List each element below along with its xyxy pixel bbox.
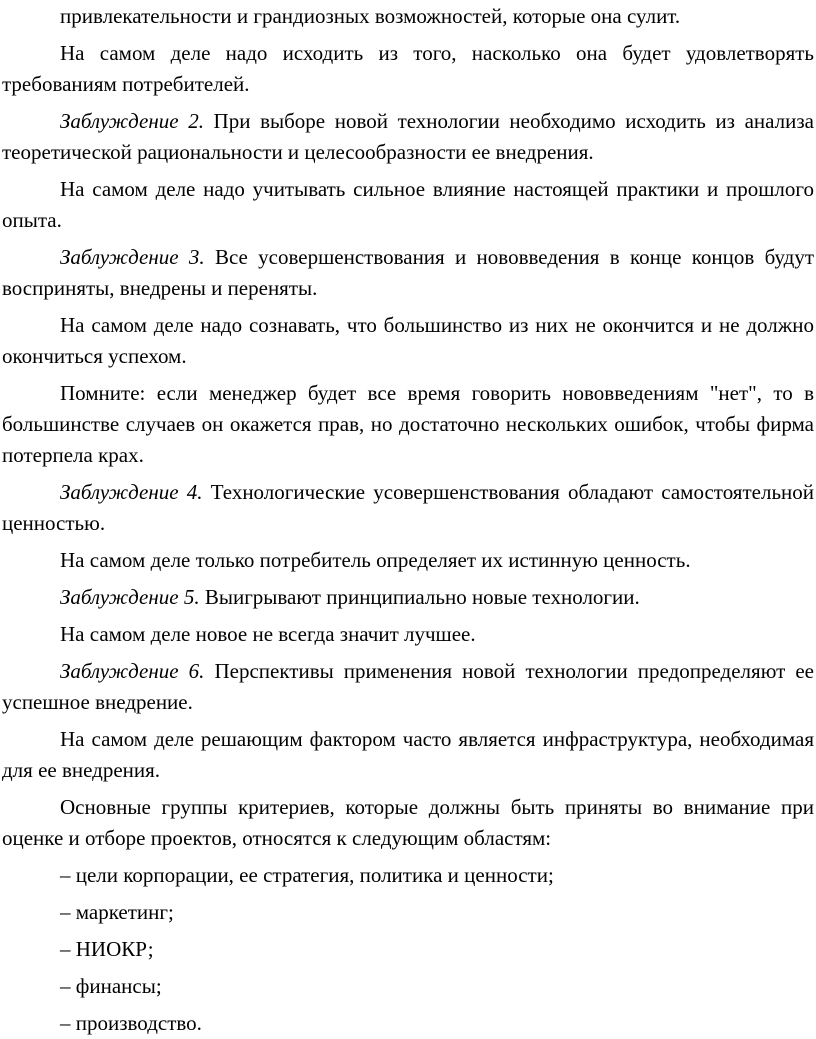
paragraph-misconception-3 — [2, 242, 814, 304]
paragraph-text: Основные группы критериев, которые должны быть приняты во внимание при оценке и отборе проектов, относятся к следующим областям: — [2, 795, 814, 850]
paragraph-text: привлекательности и грандиозных возможностей, которые она сулит. — [60, 4, 681, 28]
list-item: – финансы; — [60, 974, 162, 998]
paragraph-2 — [2, 38, 814, 100]
misconception-label: Заблуждение 5. — [60, 585, 200, 609]
paragraph-misconception-6 — [2, 656, 814, 718]
paragraph-4 — [2, 174, 814, 236]
misconception-label: Заблуждение 3. — [60, 245, 205, 269]
paragraph-text: На самом деле надо учитывать сильное влияние настоящей практики и прошлого опыта. — [2, 177, 814, 232]
paragraph-13 — [2, 724, 814, 786]
paragraph-text: На самом деле новое не всегда значит лучшее. — [60, 622, 476, 646]
paragraph-1 — [2, 0, 814, 32]
paragraph-14 — [2, 792, 814, 854]
paragraph-text: Все усовершенствования и нововведения в конце концов будут восприняты, внедрены и переняты. — [2, 245, 814, 300]
paragraph-text: На самом деле решающим фактором часто является инфраструктура, необходимая для ее внедрения. — [2, 727, 814, 782]
paragraph-text: Помните: если менеджер будет все время говорить нововведениям "нет", то в большинстве случаев он окажется прав, но достаточно нескольких ошибок, чтобы фирма потерпела крах. — [2, 381, 814, 467]
misconception-label: Заблуждение 4. — [60, 480, 203, 504]
paragraph-text: На самом деле только потребитель определяет их истинную ценность. — [60, 548, 691, 572]
paragraph-7 — [2, 378, 814, 471]
paragraph-text: На самом деле надо исходить из того, насколько она будет удовлетворять требованиям потребителей. — [2, 41, 814, 96]
list-item: – НИОКР; — [60, 937, 154, 961]
misconception-label: Заблуждение 6. — [60, 659, 205, 683]
list-item: – маркетинг; — [60, 900, 174, 924]
paragraph-9 — [2, 545, 814, 576]
paragraph-misconception-4 — [2, 477, 814, 539]
paragraph-text: Перспективы применения новой технологии предопределяют ее успешное внедрение. — [2, 659, 815, 714]
paragraph-11 — [2, 619, 814, 650]
list-item: – производство. — [60, 1011, 202, 1035]
paragraph-6 — [2, 310, 814, 372]
list-item: – цели корпорации, ее стратегия, политика и ценности; — [60, 863, 554, 887]
misconception-label: Заблуждение 2. — [60, 109, 204, 133]
paragraph-text: При выборе новой технологии необходимо исходить из анализа теоретической рациональности и целесообразности ее внедрения. — [2, 109, 814, 164]
paragraph-text: На самом деле надо сознавать, что большинство из них не окончится и не должно окончиться успехом. — [2, 313, 814, 368]
paragraph-text: Технологические усовершенствования обладают самостоятельной ценностью. — [2, 480, 814, 535]
paragraph-text: Выигрывают принципиально новые технологии. — [199, 585, 640, 609]
paragraph-misconception-5 — [2, 582, 814, 613]
criteria-list — [2, 860, 814, 1039]
paragraph-misconception-2 — [2, 106, 814, 168]
